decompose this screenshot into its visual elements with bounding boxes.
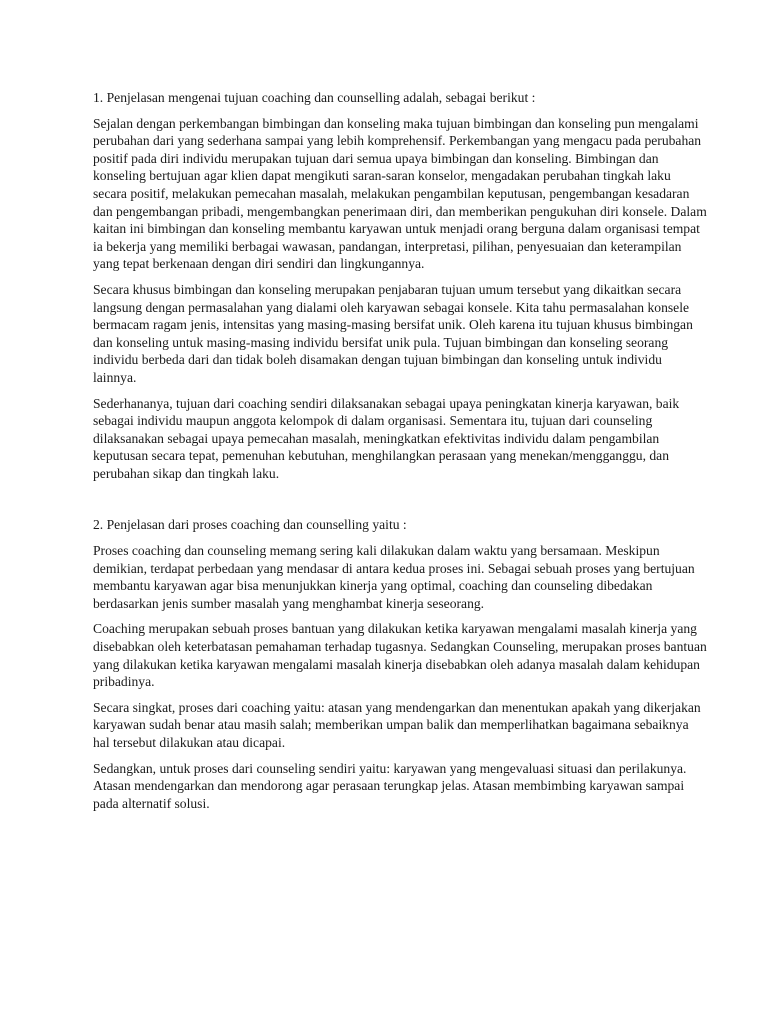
section-1-paragraph-1: Sejalan dengan perkembangan bimbingan dan konseling maka tujuan bimbingan dan konseling pun mengalami perubahan dari yang sederhana sampai yang lebih komprehensif. Perkembangan yang mengacu pada perubahan positif pada diri individu merupakan tujuan dari semua upaya bimbingan dan konseling. Bimbingan dan konseling bertujuan agar klien dapat mengikuti saran-saran konselor, mengadakan perubahan tingkah laku secara positif, melakukan pemecahan masalah, melakukan pengambilan keputusan, pengembangan kesadaran dan pengembangan pribadi, mengembangkan penerimaan diri, dan memberikan pengukuhan diri konsele. Dalam kaitan ini bimbingan dan konseling membantu karyawan untuk menjadi orang berguna dalam organisasi tempat ia bekerja yang memiliki berbagai wawasan, pandangan, interpretasi, pilihan, penyesuaian dan keterampilan yang tepat berkenaan dengan diri sendiri dan lingkungannya. — [93, 115, 707, 272]
section-2-paragraph-2: Coaching merupakan sebuah proses bantuan yang dilakukan ketika karyawan mengalami masalah kinerja yang disebabkan oleh keterbatasan pemahaman terhadap tugasnya. Sedangkan Counseling, merupakan proses bantuan yang dilakukan ketika karyawan mengalami masalah kinerja disebabkan oleh adanya masalah dalam kehidupan pribadinya. — [93, 621, 707, 690]
section-1-heading: 1. Penjelasan mengenai tujuan coaching dan counselling adalah, sebagai berikut : — [93, 90, 536, 105]
section-2-paragraph-3: Secara singkat, proses dari coaching yaitu: atasan yang mendengarkan dan menentukan apakah yang dikerjakan karyawan sudah benar atau masih salah; memberikan umpan balik dan memperlihatkan bagaimana sebaiknya hal tersebut dilakukan atau dicapai. — [93, 699, 701, 750]
section-1-paragraph-2: Secara khusus bimbingan dan konseling merupakan penjabaran tujuan umum tersebut yang dikaitkan secara langsung dengan permasalahan yang dialami oleh karyawan sebagai konsele. Kita tahu permasalahan konsele bermacam ragam jenis, intensitas yang masing-masing bersifat unik. Oleh karena itu tujuan khusus bimbingan dan konseling untuk masing-masing individu bersifat unik pula. Tujuan bimbingan dan konseling seorang individu berbeda dari dan tidak boleh disamakan dengan tujuan bimbingan dan konseling untuk individu lainnya. — [93, 281, 693, 385]
section-1-paragraph-3: Sederhananya, tujuan dari coaching sendiri dilaksanakan sebagai upaya peningkatan kinerja karyawan, baik sebagai individu maupun anggota kelompok di dalam organisasi. Sementara itu, tujuan dari counseling dilaksanakan sebagai upaya pemecahan masalah, meningkatkan efektivitas individu dalam pengambilan keputusan secara tepat, pemenuhan kebutuhan, menghilangkan perasaan yang menekan/mengganggu, dan perubahan sikap dan tingkah laku. — [93, 395, 680, 481]
section-2-heading: 2. Penjelasan dari proses coaching dan counselling yaitu : — [93, 517, 407, 533]
section-2-paragraph-4: Sedangkan, untuk proses dari counseling sendiri yaitu: karyawan yang mengevaluasi situasi dan perilakunya. Atasan mendengarkan dan mendorong agar perasaan terungkap jelas. Atasan membimbing karyawan sampai pada alternatif solusi. — [93, 760, 687, 811]
section-spacer — [93, 490, 708, 516]
section-2-paragraph-1: Proses coaching dan counseling memang sering kali dilakukan dalam waktu yang bersamaan. Meskipun demikian, terdapat perbedaan yang mendasar di antara kedua proses ini. Sebagai sebuah proses yang bertujuan membantu karyawan agar bisa menunjukkan kinerja yang optimal, coaching dan counseling dibedakan berdasarkan jenis sumber masalah yang menghambat kinerja seseorang. — [93, 543, 695, 611]
